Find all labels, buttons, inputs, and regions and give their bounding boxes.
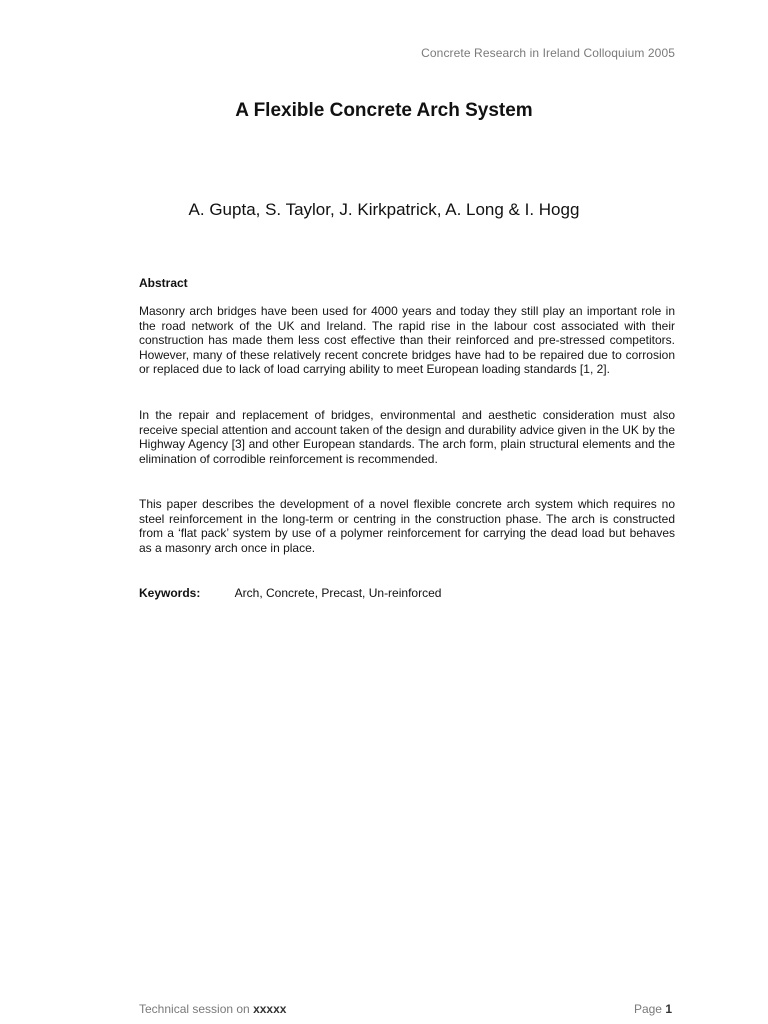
footer-session [139, 1002, 286, 1016]
keywords-values: Arch, Concrete, Precast, Un-reinforced [234, 586, 442, 600]
footer-page-number [634, 1002, 672, 1016]
footer-page-value: 1 [665, 1002, 672, 1016]
abstract-paragraph: Masonry arch bridges have been used for 4000 years and today they still play an important role in the road network of the UK and Ireland. The rapid rise in the labour cost associated with their construction has made them less cost effective than their reinforced and pre-stressed competitors. However, many of these relatively recent concrete bridges have had to be repaired due to corrosion or replaced due to lack of load carrying ability to meet European loading standards [1, 2]. [139, 304, 675, 377]
keywords-label: Keywords: [139, 586, 201, 600]
author-list: A. Gupta, S. Taylor, J. Kirkpatrick, A. Long & I. Hogg [188, 200, 580, 219]
abstract-paragraph: This paper describes the development of a novel flexible concrete arch system which requires no steel reinforcement in the long-term or centring in the construction phase. The arch is constructed from a ‘flat pack’ system by use of a polymer reinforcement for carrying the dead load but behaves as a masonry arch once in place. [139, 497, 675, 555]
running-head: Concrete Research in Ireland Colloquium 2005 [421, 46, 675, 60]
footer-session-value: xxxxx [253, 1002, 287, 1016]
abstract-heading: Abstract [139, 276, 188, 290]
keywords-row [139, 586, 441, 600]
footer-page-prefix: Page [633, 1002, 666, 1016]
abstract-paragraph: In the repair and replacement of bridges, environmental and aesthetic consideration must also receive special attention and account taken of the design and durability advice given in the UK by the Highway Agency [3] and other European standards. The arch form, plain structural elements and the elimination of corrodible reinforcement is recommended. [139, 408, 675, 466]
paper-title: A Flexible Concrete Arch System [235, 100, 533, 121]
footer-session-prefix: Technical session on [139, 1002, 254, 1016]
